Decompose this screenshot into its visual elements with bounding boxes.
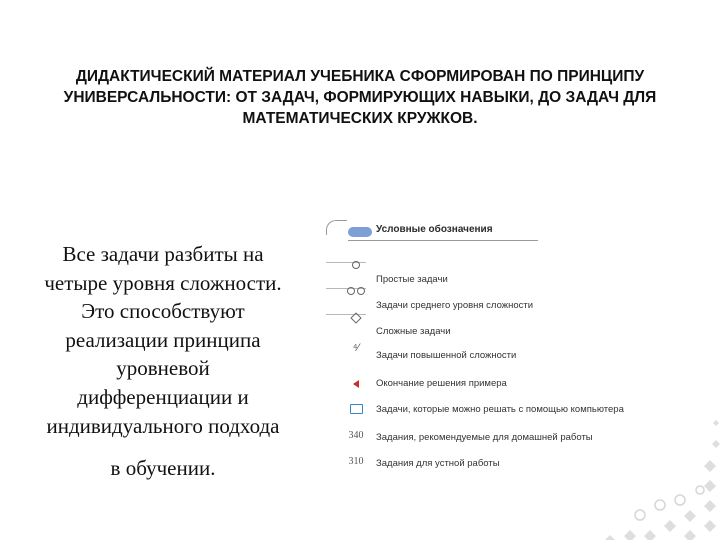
title-line-1: ДИДАКТИЧЕСКИЙ МАТЕРИАЛ УЧЕБНИКА СФОРМИРОВАН ПО ПРИНЦИПУ [75,68,645,85]
legend-item-text: Простые задачи [376,274,448,285]
triangle-marker-icon [344,380,368,391]
legend-item [322,398,624,424]
legend-item [322,284,542,310]
double-circle-icon [344,287,368,298]
decorative-pattern [520,340,720,540]
legend-pill-icon [348,227,372,237]
body-line: реализации принципа [65,327,261,352]
body-line: индивидуального подхода [46,413,280,438]
legend-item-text: Задачи повышенной сложности [376,350,517,361]
legend-item-text: Задания для устной работы [376,458,500,469]
legend-item [322,452,542,478]
legend-item [322,336,542,362]
body-line: уровневой [116,356,210,381]
title-line-2: УНИВЕРСАЛЬНОСТИ: ОТ ЗАДАЧ, ФОРМИРУЮЩИХ НАВЫКИ, ДО ЗАДАЧ ДЛЯ [63,89,657,106]
legend-item-text: Задачи, которые можно решать с помощью компьютера [376,404,624,415]
legend-item [322,310,542,336]
body-line: Это способствуют [81,299,245,324]
diamond-icon [344,314,368,325]
body-paragraph [18,240,308,483]
legend-heading: Условные обозначения [376,224,493,235]
legend-item [322,372,542,398]
homework-number-icon: 340 [348,430,364,441]
legend-panel [322,212,624,476]
circle-icon [344,261,368,272]
legend-item [322,258,542,284]
body-line: четыре уровня сложности. [44,270,282,295]
body-line: Все задачи разбиты на [62,242,264,266]
legend-item-text: Задачи среднего уровня сложности [376,300,534,311]
legend-item-text: Задания, рекомендуемые для домашней работы [376,432,593,443]
title-line-3: МАТЕМАТИЧЕСКИХ КРУЖКОВ. [242,110,478,127]
plus-level-icon: ⁴⁄ [352,342,360,354]
slide-title [0,66,720,129]
oral-number-icon: 310 [348,456,364,467]
body-tail: в обучении. [110,456,216,481]
legend-item [322,426,593,452]
legend-item-text: Окончание решения примера [376,378,507,389]
legend-header [348,224,538,241]
legend-item-text: Сложные задачи [376,326,451,337]
body-line: дифференциации и [77,384,249,409]
monitor-icon [344,404,368,417]
legend-bracket [326,220,347,235]
